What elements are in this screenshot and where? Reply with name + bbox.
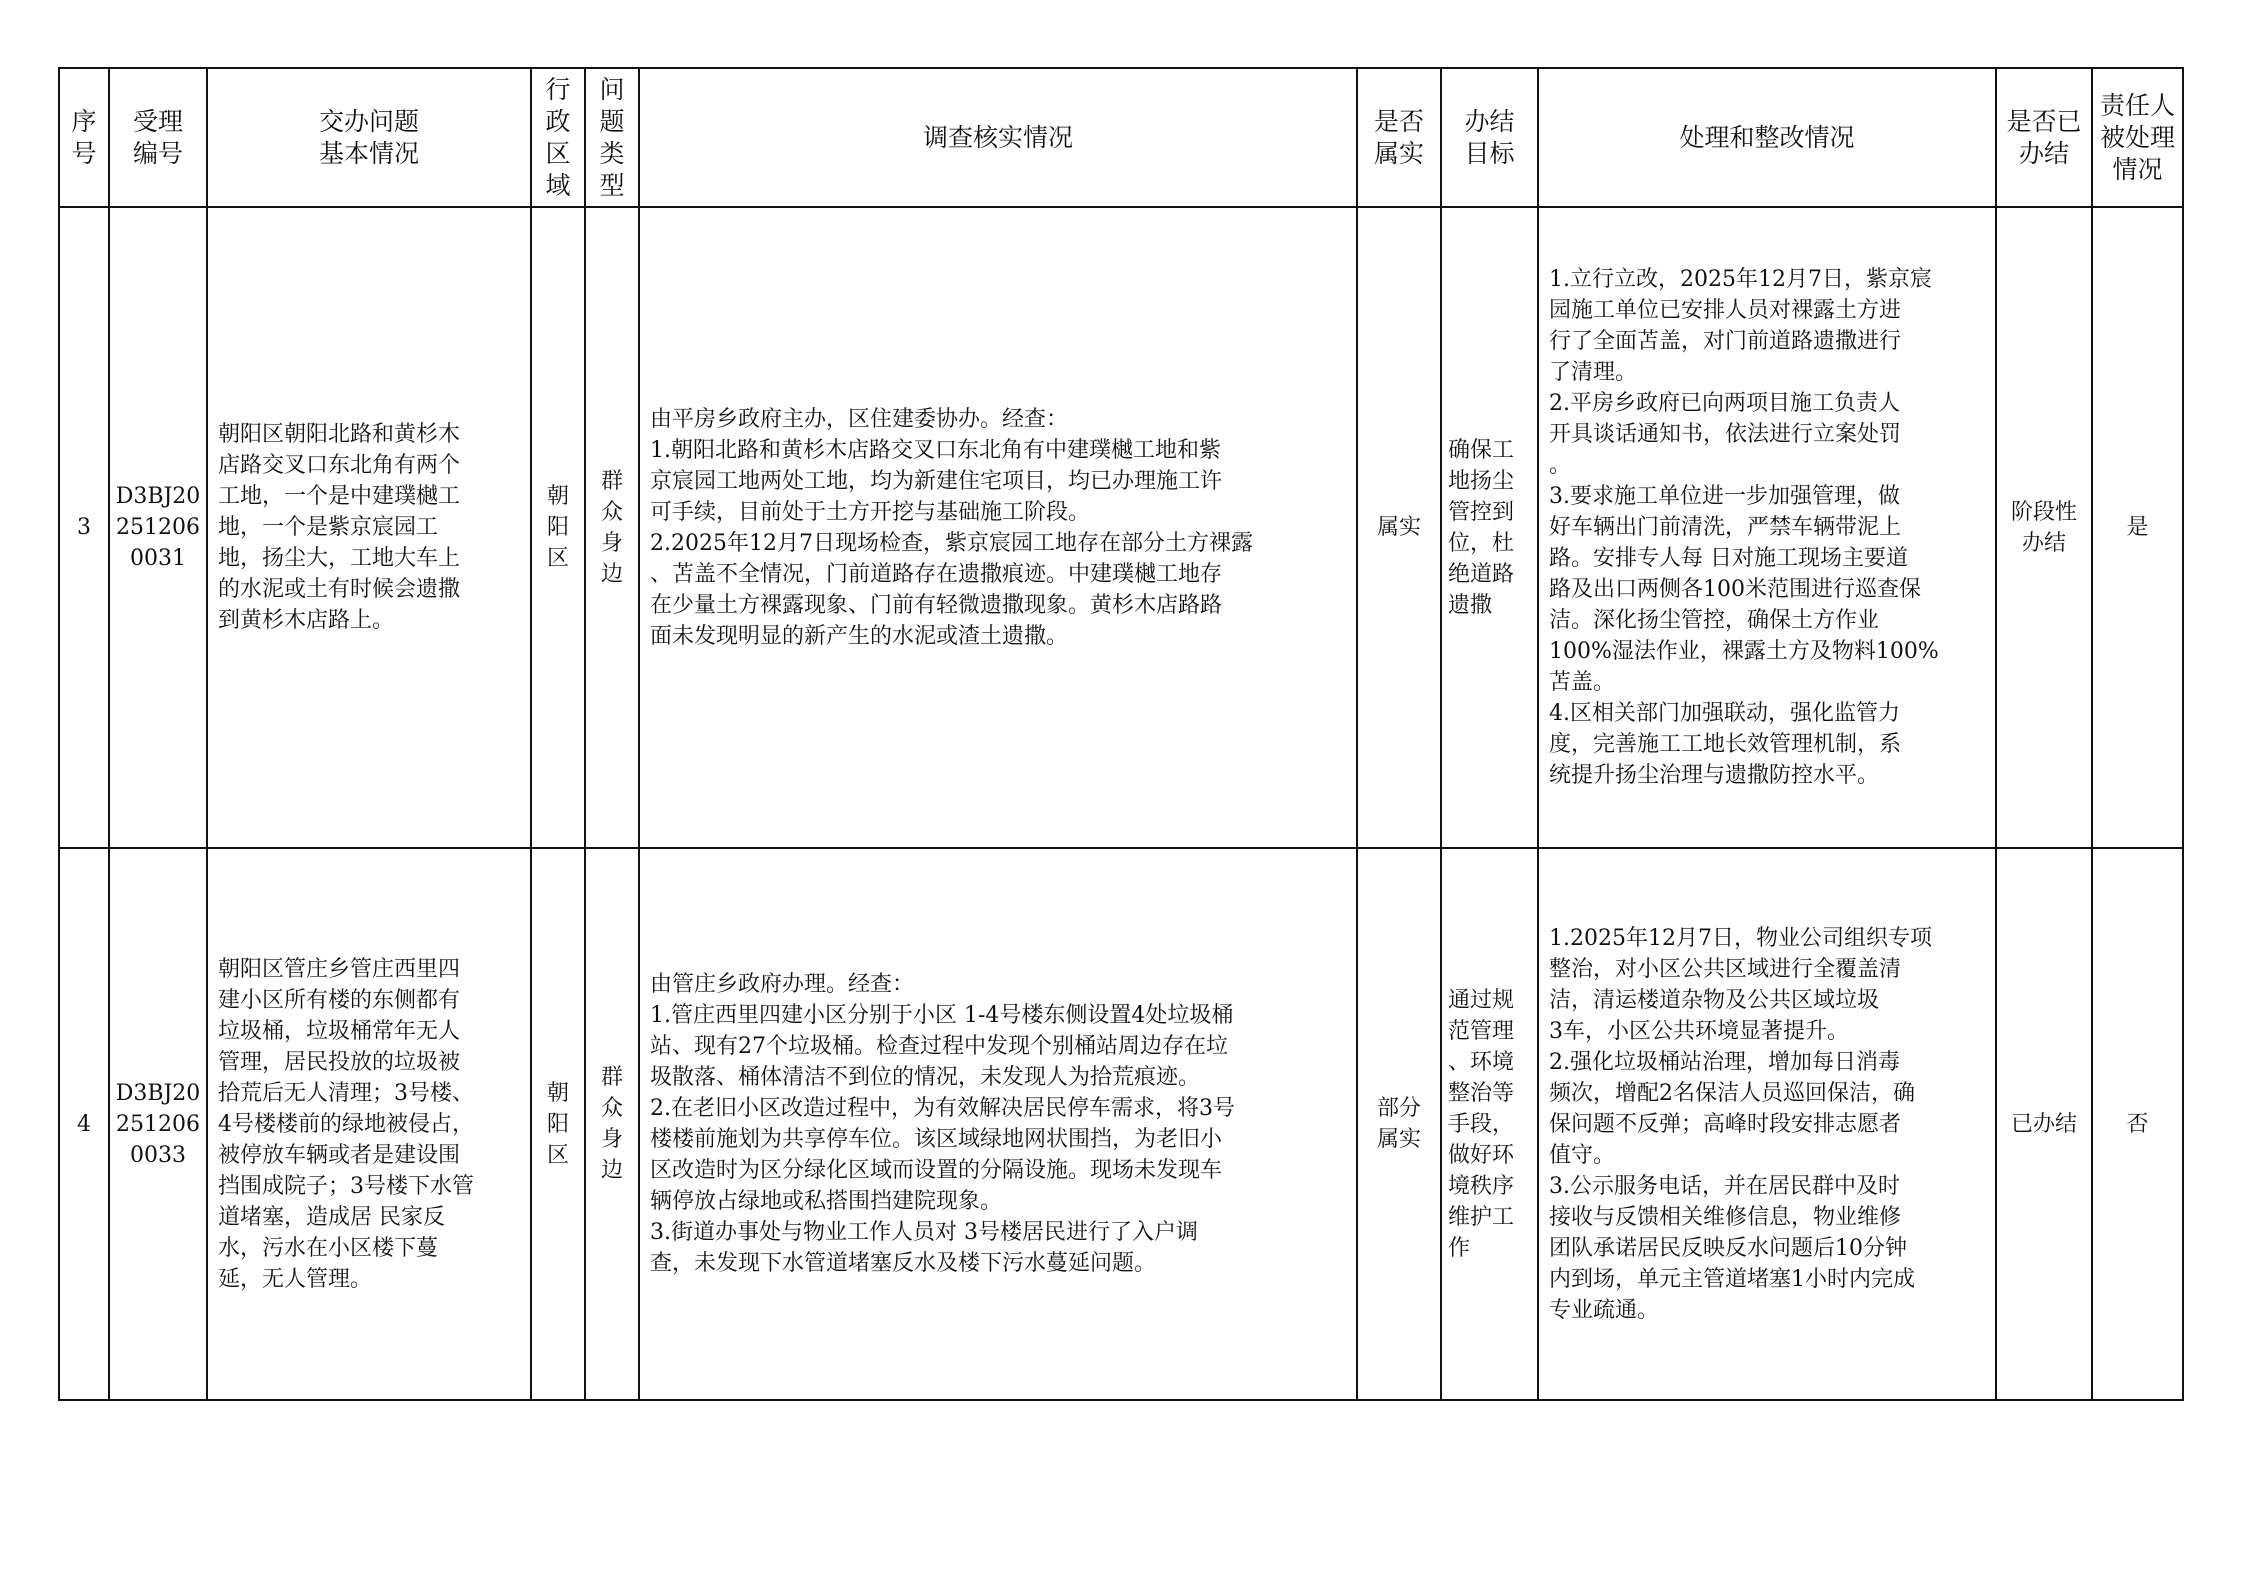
completed-cell: 已办结	[1996, 848, 2092, 1400]
basic-info-cell: 朝阳区管庄乡管庄西里四 建小区所有楼的东侧都有 垃圾桶，垃圾桶常年无人 管理，居民投放的垃圾被 拾荒后无人清理；3号楼、 4号楼楼前的绿地被侵占， 被停放车辆或者是建设围 挡围成院子；3号楼下水管 道堵塞，造成居 民家反 水，污水在小区楼下蔓 延，无人管理。	[207, 848, 531, 1400]
punished-cell: 否	[2092, 848, 2183, 1400]
investigation-cell: 由平房乡政府主办，区住建委协办。经查： 1.朝阳北路和黄杉木店路交叉口东北角有中建璞樾工地和紫 京宸园工地两处工地，均为新建住宅项目，均已办理施工许 可手续，目前处于土方开挖与基础施工阶段。 2.2025年12月7日现场检查，紫京宸园工地存在部分土方裸露 、苫盖不全情况，门前道路存在遗撒痕迹。中建璞樾工地存 在少量土方裸露现象、门前有轻微遗撒现象。黄杉木店路路 面未发现明显的新产生的水泥或渣土遗撒。	[639, 207, 1357, 848]
handling-cell: 1.立行立改，2025年12月7日，紫京宸 园施工单位已安排人员对裸露土方进 行了全面苫盖，对门前道路遗撒进行 了清理。 2.平房乡政府已向两项目施工负责人 开具谈话通知书，依法进行立案处罚 。 3.要求施工单位进一步加强管理，做 好车辆出门前清洗，严禁车辆带泥上 路。安排专人每 日对施工现场主要道 路及出口两侧各100米范围进行巡查保 洁。深化扬尘管控，确保土方作业 100%湿法作业，裸露土方及物料100% 苫盖。 4.区相关部门加强联动，强化监管力 度，完善施工工地长效管理机制，系 统提升扬尘治理与遗撒防控水平。	[1538, 207, 1996, 848]
header-case-id: 受理 编号	[109, 68, 207, 207]
header-row	[59, 68, 2183, 207]
header-seq: 序 号	[59, 68, 109, 207]
report-table	[58, 67, 2184, 1401]
district-cell: 朝 阳 区	[531, 207, 585, 848]
issue-type-cell: 群 众 身 边	[585, 207, 639, 848]
header-investigation: 调查核实情况	[639, 68, 1357, 207]
case-id-cell: D3BJ20 251206 0031	[109, 207, 207, 848]
district-cell: 朝 阳 区	[531, 848, 585, 1400]
seq-cell: 4	[59, 848, 109, 1400]
goal-cell: 确保工 地扬尘 管控到 位，杜 绝道路 遗撒	[1441, 207, 1538, 848]
investigation-cell: 由管庄乡政府办理。经查： 1.管庄西里四建小区分别于小区 1-4号楼东侧设置4处垃圾桶 站、现有27个垃圾桶。检查过程中发现个别桶站周边存在垃 圾散落、桶体清洁不到位的情况，未发现人为拾荒痕迹。 2.在老旧小区改造过程中，为有效解决居民停车需求，将3号 楼楼前施划为共享停车位。该区域绿地网状围挡，为老旧小 区改造时为区分绿化区域而设置的分隔设施。现场未发现车 辆停放占绿地或私搭围挡建院现象。 3.街道办事处与物业工作人员对 3号楼居民进行了入户调 查，未发现下水管道堵塞反水及楼下污水蔓延问题。	[639, 848, 1357, 1400]
header-punished: 责任人 被处理 情况	[2092, 68, 2183, 207]
goal-cell: 通过规 范管理 、环境 整治等 手段， 做好环 境秩序 维护工 作	[1441, 848, 1538, 1400]
punished-cell: 是	[2092, 207, 2183, 848]
header-basic-info: 交办问题 基本情况	[207, 68, 531, 207]
completed-cell: 阶段性 办结	[1996, 207, 2092, 848]
basic-info-cell: 朝阳区朝阳北路和黄杉木 店路交叉口东北角有两个 工地，一个是中建璞樾工 地，一个是紫京宸园工 地，扬尘大，工地大车上 的水泥或土有时候会遗撒 到黄杉木店路上。	[207, 207, 531, 848]
header-handling: 处理和整改情况	[1538, 68, 1996, 207]
issue-type-cell: 群 众 身 边	[585, 848, 639, 1400]
table-row	[59, 207, 2183, 848]
header-goal: 办结 目标	[1441, 68, 1538, 207]
handling-cell: 1.2025年12月7日，物业公司组织专项 整治，对小区公共区域进行全覆盖清 洁，清运楼道杂物及公共区域垃圾 3车，小区公共环境显著提升。 2.强化垃圾桶站治理，增加每日消毒 频次，增配2名保洁人员巡回保洁，确 保问题不反弹；高峰时段安排志愿者 值守。 3.公示服务电话，并在居民群中及时 接收与反馈相关维修信息，物业维修 团队承诺居民反映反水问题后10分钟 内到场，单元主管道堵塞1小时内完成 专业疏通。	[1538, 848, 1996, 1400]
seq-cell: 3	[59, 207, 109, 848]
header-issue-type: 问 题 类 型	[585, 68, 639, 207]
header-completed: 是否已 办结	[1996, 68, 2092, 207]
header-district: 行 政 区 域	[531, 68, 585, 207]
table-row	[59, 848, 2183, 1400]
verified-cell: 部分 属实	[1357, 848, 1441, 1400]
verified-cell: 属实	[1357, 207, 1441, 848]
case-id-cell: D3BJ20 251206 0033	[109, 848, 207, 1400]
header-verified: 是否 属实	[1357, 68, 1441, 207]
